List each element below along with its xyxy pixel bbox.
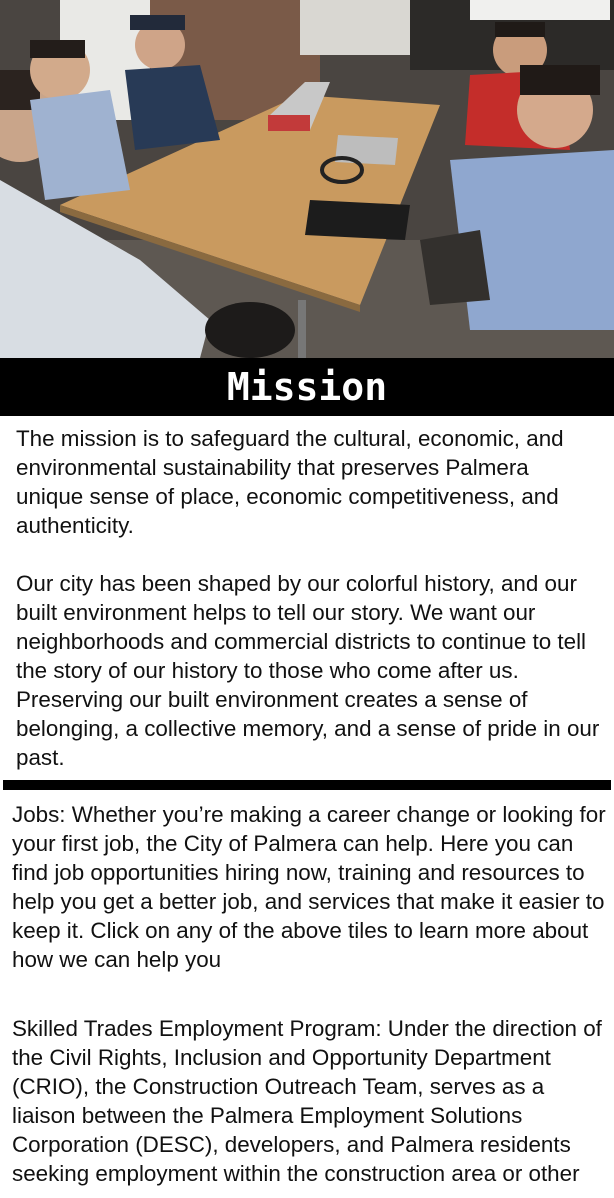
jobs-description: Jobs: Whether you’re making a career change or looking for your first job, the City of Palmera can help. Here you can find job opportunities hiring now, training and resources to help you get a better job, and services that make it easier to keep it. Click on any of the above tiles to learn more about how we can help you [12, 802, 606, 972]
mission-paragraph: Our city has been shaped by our colorful history, and our built environment helps to tell our story. We want our neighborhoods and commercial districts to continue to tell the story of our history to those who come after us. Preserving our built environment creates a sense of belonging, a collective memory, and a sense of pride in our past. [16, 571, 600, 770]
mission-paragraph: The mission is to safeguard the cultural, economic, and environmental sustainability that preserves Palmera unique sense of place, economic competitiveness, and authenticity. [16, 426, 564, 538]
mission-heading: Mission [0, 358, 614, 416]
mission-body [16, 424, 602, 772]
skilled-trades-description: Skilled Trades Employment Program: Under the direction of the Civil Rights, Inclusion and Opportunity Department (CRIO), the Construction Outreach Team, serves as a liaison between the Palmera Employment Solutions Corporation (DESC), developers, and Palmera residents seeking employment within the construction area or other [12, 1016, 602, 1186]
team-meeting-illustration [0, 0, 614, 358]
hero-image [0, 0, 614, 358]
section-divider [3, 780, 611, 790]
